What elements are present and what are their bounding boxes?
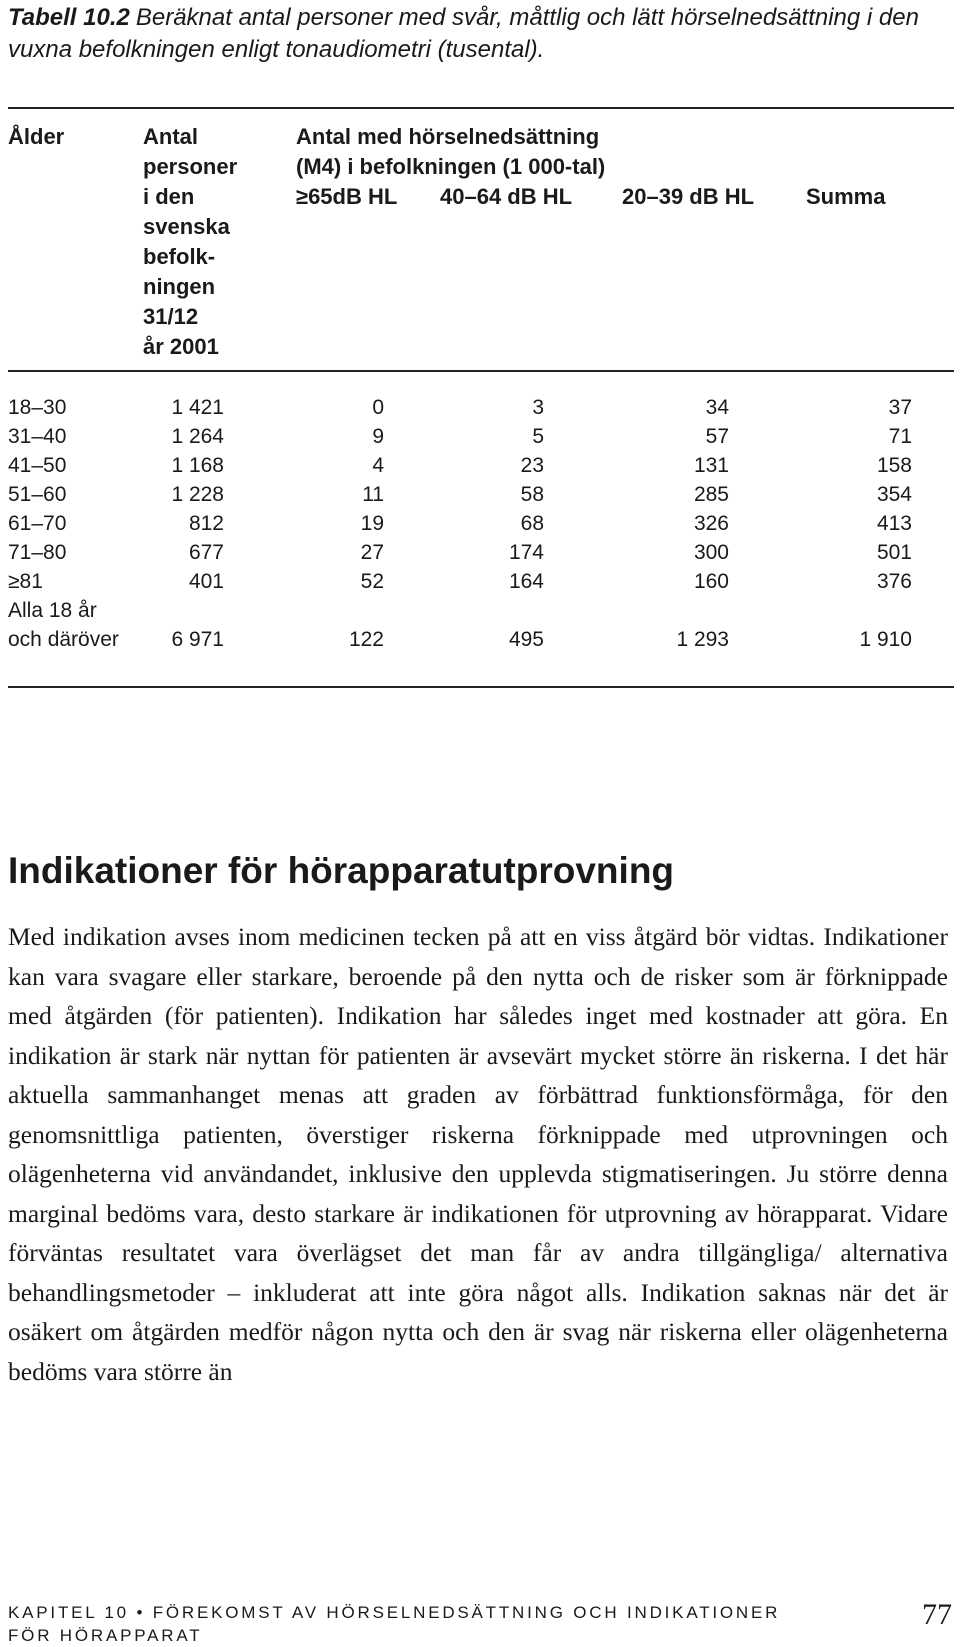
section-body: Med indikation avses inom medicinen tecken på att en viss åtgärd bör vidtas. Indikationer kan vara svagare eller starkare, beroende på den nytta och de risker som är förknippade med åtgärden (för patienten). Indikation har således inget med kostnader att göra. En indikation är stark när nyttan för patienten är avsevärt mycket större än riskerna. I det här aktuella sammanhanget menas att graden av förbättrad funktionsförmåga, för den genomsnittliga patienten, överstiger riskerna förknippade med utprovningen och olägenheterna vid användandet, inklusive den upplevda stigmatiseringen. Ju större denna marginal bedöms vara, desto starkare är indikationen för utprovning av hörapparat. Vidare förväntas resultatet vara överlägset det man får av andra tillgängliga/ alternativa behandlingsmetoder – inkluderat att inte göra något alls. Indikation saknas när det är osäkert om åtgärden medför någon nytta och den är svag när riskerna eller olägenheterna bedöms vara större än xyxy=(8,922,948,1386)
page-number: 77 xyxy=(922,1598,952,1631)
table-header-rule xyxy=(8,370,954,372)
table-caption-text: Beräknat antal personer med svår, måttlig och lätt hörselnedsättning i den vuxna befolkningen enligt tonaudiometri (tusental). xyxy=(8,4,919,63)
header-age: Ålder xyxy=(8,124,65,149)
running-footer-line2: FÖR HÖRAPPARAT xyxy=(8,1626,203,1645)
header-40-64db: 40–64 dB HL xyxy=(440,184,573,209)
table-caption xyxy=(8,2,948,66)
header-population: Antal personer i den svenska befolk- ningen 31/12 år 2001 xyxy=(143,124,238,359)
running-footer-line1: KAPITEL 10 • FÖREKOMST AV HÖRSELNEDSÄTTNING OCH INDIKATIONER xyxy=(8,1603,781,1622)
table-row: 41–50 1 168 4 23 131 158 xyxy=(8,454,912,477)
table-label: Tabell 10.2 xyxy=(8,4,130,31)
section-heading: Indikationer för hörapparatutprovning xyxy=(8,850,675,891)
table-row: 51–60 1 228 11 58 285 354 xyxy=(8,483,912,506)
table-row: 71–80 677 27 174 300 501 xyxy=(8,541,912,564)
table-row: ≥81 401 52 164 160 376 xyxy=(8,570,912,593)
running-footer xyxy=(8,1601,780,1647)
table-total-row: och däröver 6 971 122 495 1 293 1 910 xyxy=(8,628,912,651)
table-row: 18–30 1 421 0 3 34 37 xyxy=(8,396,912,419)
header-summa: Summa xyxy=(806,184,886,209)
table-top-rule xyxy=(8,107,954,109)
header-65db: ≥65dB HL xyxy=(296,184,398,209)
table-total-label-row: Alla 18 år xyxy=(8,599,97,622)
table-row: 61–70 812 19 68 326 413 xyxy=(8,512,912,535)
table-bottom-rule xyxy=(8,686,954,688)
header-group-title: Antal med hörselnedsättning (M4) i befolkningen (1 000-tal) xyxy=(296,124,606,179)
header-20-39db: 20–39 dB HL xyxy=(622,184,755,209)
table-row: 31–40 1 264 9 5 57 71 xyxy=(8,425,912,448)
